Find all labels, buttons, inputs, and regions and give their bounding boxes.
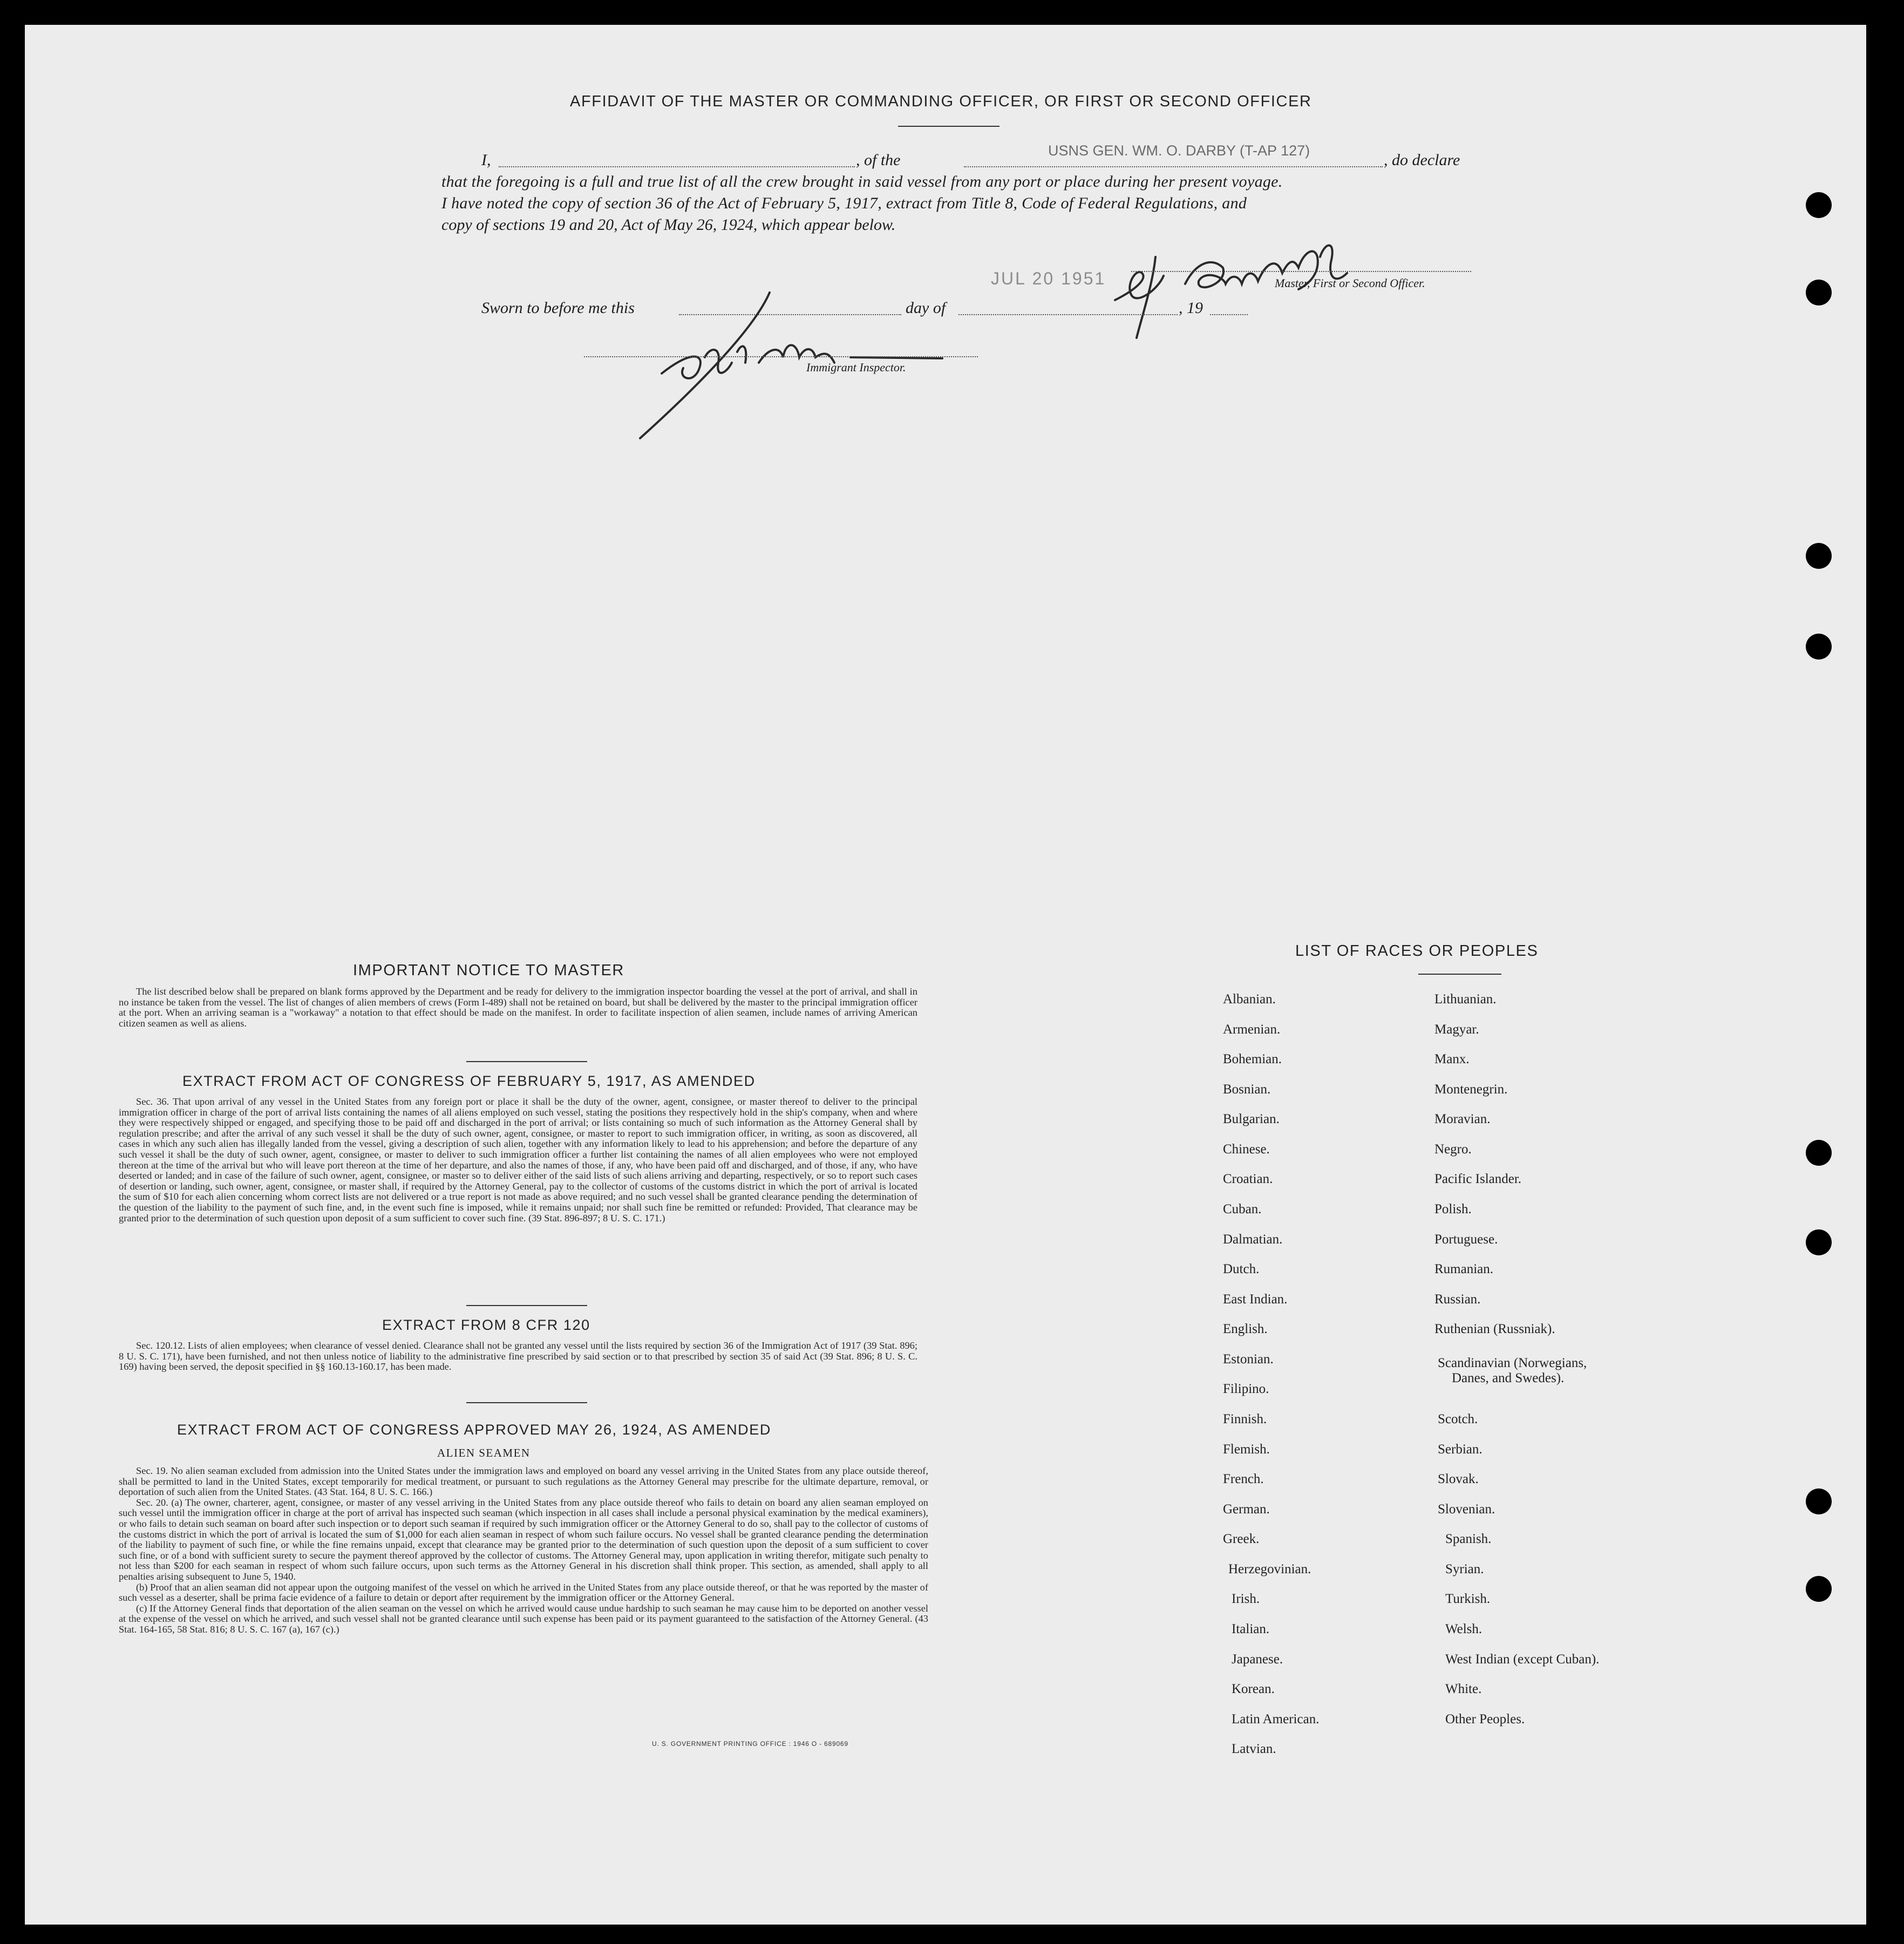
race-item: Irish.: [1232, 1592, 1260, 1606]
race-item: Polish.: [1434, 1202, 1472, 1216]
race-item: Welsh.: [1445, 1622, 1483, 1636]
race-item: Montenegrin.: [1434, 1082, 1508, 1097]
date-stamp: JUL 20 1951: [991, 269, 1106, 288]
extract-cfr-title: EXTRACT FROM 8 CFR 120: [382, 1317, 590, 1333]
race-item: Pacific Islander.: [1434, 1172, 1522, 1186]
race-item: Rumanian.: [1434, 1262, 1494, 1276]
affidavit-line-3: I have noted the copy of section 36 of the Act of February 5, 1917, extract from Title 8, Code of Federal Regulations, and: [441, 194, 1247, 212]
race-item: White.: [1445, 1682, 1482, 1696]
notice-title: IMPORTANT NOTICE TO MASTER: [353, 962, 624, 979]
race-item: Spanish.: [1445, 1532, 1492, 1546]
race-item: Ruthenian (Russniak).: [1434, 1322, 1555, 1336]
form-page: [25, 25, 1866, 1925]
race-item: Negro.: [1434, 1142, 1472, 1157]
race-item: Russian.: [1434, 1292, 1481, 1307]
race-item: Croatian.: [1223, 1172, 1273, 1186]
master-caption: Master, First or Second Officer.: [1275, 276, 1425, 290]
affidavit-i: I,: [481, 151, 491, 169]
race-item: Bosnian.: [1223, 1082, 1271, 1097]
title-rule: [898, 126, 999, 127]
races-title: LIST OF RACES OR PEOPLES: [1295, 942, 1539, 960]
extract-1924-title: EXTRACT FROM ACT OF CONGRESS APPROVED MAY 26, 1924, AS AMENDED: [177, 1422, 771, 1438]
punch-hole: [1806, 192, 1832, 218]
punch-hole: [1806, 280, 1832, 305]
race-item: Chinese.: [1223, 1142, 1270, 1157]
affidavit-do-declare: , do declare: [1384, 151, 1460, 169]
race-item: Slovak.: [1438, 1472, 1479, 1486]
punch-hole: [1806, 1229, 1832, 1255]
race-item: Bohemian.: [1223, 1052, 1282, 1066]
vessel-blank: [964, 166, 1383, 167]
race-item: Dalmatian.: [1223, 1232, 1283, 1247]
sec-19-paragraph: Sec. 19. No alien seaman excluded from admission into the United States under the immigration laws and employed on board any vessel arriving in the United States from any place outside thereof, shall be permitted to land in the United States, except temporarily for medical treatment, or pursuant to such regulations as the Attorney General may prescribe for the ultimate departure, removal, or deportation of such alien from the United States. (43 Stat. 164, 8 U. S. C. 166.): [119, 1465, 928, 1498]
race-item: East Indian.: [1223, 1292, 1288, 1307]
race-item: Magyar.: [1434, 1022, 1479, 1037]
race-item: Serbian.: [1438, 1442, 1483, 1457]
race-item: Finnish.: [1223, 1412, 1267, 1426]
punch-hole: [1806, 543, 1832, 569]
race-item: Japanese.: [1232, 1652, 1283, 1667]
race-item: Moravian.: [1434, 1112, 1491, 1126]
punch-hole: [1806, 1576, 1832, 1602]
sworn-label: Sworn to before me this: [481, 299, 635, 317]
affidavit-line-4: copy of sections 19 and 20, Act of May 26, 1924, which appear below.: [441, 216, 896, 234]
race-item: Cuban.: [1223, 1202, 1262, 1216]
affidavit-title: AFFIDAVIT OF THE MASTER OR COMMANDING OFFICER, OR FIRST OR SECOND OFFICER: [570, 93, 1312, 110]
race-item: French.: [1223, 1472, 1264, 1486]
inspector-caption: Immigrant Inspector.: [806, 361, 906, 374]
punch-hole: [1806, 634, 1832, 660]
race-item: Bulgarian.: [1223, 1112, 1280, 1126]
extract-1917-title: EXTRACT FROM ACT OF CONGRESS OF FEBRUARY 5, 1917, AS AMENDED: [182, 1073, 756, 1089]
race-item: Scandinavian (Norwegians,: [1438, 1356, 1587, 1370]
race-item: Turkish.: [1445, 1592, 1491, 1606]
punch-hole: [1806, 1140, 1832, 1166]
race-item: Other Peoples.: [1445, 1712, 1525, 1727]
notice-body: [119, 987, 917, 1029]
printing-office-imprint: U. S. GOVERNMENT PRINTING OFFICE : 1946 O - 689069: [652, 1740, 848, 1748]
section-36-paragraph: Sec. 36. That upon arrival of any vessel in the United States from any foreign port or place it shall be the duty of the owner, agent, consignee, or master thereof to deliver to the principal immigration officer in charge of the port of arrival lists containing the names of all aliens employed on such vessel, stating the positions they respectively hold in the ship's company, when and where they were respectively shipped or engaged, and specifying those to be paid off and discharged in the port of arrival; or lists containing so much of such information as the Attorney General shall by regulation prescribe; and after the arrival of any such vessel it shall be the duty of such owner, agent, consignee, or master to report to such immigration officer, in writing, as soon as discovered, all cases in which any such alien has illegally landed from the vessel, giving a description of such alien, together with any information likely to lead to his apprehension; and before the departure of any such vessel it shall be the duty of such owner, agent, consignee, or master to deliver to such immigration officer a further list containing the names of all alien employees who were not employed thereon at the time of the arrival but who will leave port thereon at the time of her departure, and also the names of those, if any, who have been paid off and discharged, and of those, if any, who have deserted or landed; and in case of the failure of such owner, agent, consignee, or master so to deliver either of the said lists of such aliens arriving and departing, respectively, or so to report such cases of desertion or landing, such owner, agent, consignee, or master shall, if required by the Attorney General, pay to the collector of customs of the customs district in which the port of arrival is located the sum of $10 for each alien concerning whom correct lists are not delivered or a true report is not made as above required; and no such vessel shall be granted clearance pending the determination of the question of the liability to the payment of such fine, and, in the event such fine is imposed, while it remains unpaid; nor shall such fine be remitted or refunded: Provided, That clearance may be granted prior to the determination of such question upon deposit of a sum sufficient to cover such fine. (39 Stat. 896-897; 8 U. S. C. 171.): [119, 1096, 917, 1224]
race-item: Armenian.: [1223, 1022, 1281, 1037]
sec-20c-paragraph: (c) If the Attorney General finds that deportation of the alien seaman on the vessel on which he arrived would cause undue hardship to such seaman he may cause him to be deported on another vessel at the expense of the vessel on which he arrived, and such vessel shall not be granted clearance until such expense has been paid or its payment guaranteed to the satisfaction of the Attorney General. (43 Stat. 164-165, 58 Stat. 816; 8 U. S. C. 167 (a), 167 (c).): [119, 1602, 928, 1635]
race-item: English.: [1223, 1322, 1268, 1336]
race-item: Greek.: [1223, 1532, 1260, 1546]
name-blank: [499, 166, 855, 167]
notice-paragraph: The list described below shall be prepared on blank forms approved by the Department and be ready for delivery to the immigration inspector boarding the vessel at the port of arrival, and shall in no instance be taken from the vessel. The list of changes of alien members of crews (Form I-489) shall not be retained on board, but shall be delivered by the master to the principal immigration officer at the port. When an arriving seaman is a "workaway" a notation to that effect should be made on the manifest. In order to facilitate inspection of alien seamen, include names of arriving American citizen seamen as well as aliens.: [119, 986, 917, 1029]
sec-120-paragraph: Sec. 120.12. Lists of alien employees; when clearance of vessel denied. Clearance shall not be granted any vessel until the lists required by section 36 of the Immigration Act of 1917 (39 Stat. 896; 8 U. S. C. 171), have been furnished, and not then unless notice of liability to the administrative fine prescribed by said section or to that prescribed by section 35 of said Act (39 Stat. 896; 8 U. S. C. 169) having been served, the deposit specified in §§ 160.13-160.17, has been made.: [119, 1340, 917, 1372]
race-item: Manx.: [1434, 1052, 1470, 1066]
race-item: Danes, and Swedes).: [1452, 1371, 1565, 1385]
race-item: Estonian.: [1223, 1352, 1274, 1367]
races-title-rule: [1418, 974, 1501, 975]
race-item: Lithuanian.: [1434, 992, 1497, 1007]
affidavit-of-the: , of the: [856, 151, 901, 169]
inspector-signature: [597, 287, 975, 444]
section-rule: [466, 1061, 587, 1062]
day-of-label: day of: [906, 299, 946, 317]
race-item: Herzegovinian.: [1228, 1562, 1311, 1576]
race-item: Korean.: [1232, 1682, 1275, 1696]
vessel-name: USNS GEN. WM. O. DARBY (T-AP 127): [1048, 142, 1310, 159]
race-item: Filipino.: [1223, 1382, 1269, 1396]
year-blank: [1210, 314, 1248, 315]
punch-hole: [1806, 1488, 1832, 1514]
race-item: Italian.: [1232, 1622, 1270, 1636]
race-item: Albanian.: [1223, 992, 1276, 1007]
sec-20b-paragraph: (b) Proof that an alien seaman did not appear upon the outgoing manifest of the vessel on which he arrived in the United States from any place outside thereof, or that he was reported by the master of such vessel as a deserter, shall be prima facie evidence of a failure to detain or deport after requirement by the immigration officer or the Attorney General.: [119, 1581, 928, 1603]
section-rule: [466, 1305, 587, 1306]
race-item: Slovenian.: [1438, 1502, 1495, 1517]
race-item: Portuguese.: [1434, 1232, 1498, 1247]
race-item: Scotch.: [1438, 1412, 1478, 1426]
race-item: Latvian.: [1232, 1742, 1276, 1756]
alien-seamen-subtitle: ALIEN SEAMEN: [437, 1446, 531, 1459]
race-item: Dutch.: [1223, 1262, 1260, 1276]
race-item: Latin American.: [1232, 1712, 1320, 1727]
extract-1924-body: [119, 1466, 928, 1635]
section-rule: [466, 1402, 587, 1403]
race-item: Syrian.: [1445, 1562, 1484, 1576]
affidavit-line-2: that the foregoing is a full and true list of all the crew brought in said vessel from any port or place during her present voyage.: [441, 173, 1283, 191]
sec-20a-paragraph: Sec. 20. (a) The owner, charterer, agent, consignee, or master of any vessel arriving in the United States from any place outside thereof who fails to detain on board any alien seaman employed on such vessel until the immigration officer in charge at the port of arrival has inspected such seaman (which inspection in all cases shall include a personal physical examination by the medical examiners), or who fails to detain such seaman on board after such inspection or to deport such seaman if required by such immigration officer or the Attorney General to do so, shall pay to the collector of customs of the customs district in which the port of arrival is located the sum of $1,000 for each alien seaman in respect of whom such failure occurs. No vessel shall be granted clearance pending the determination of the liability to payment of such fine, or while the fine remains unpaid, except that clearance may be granted prior to the determination of such question upon the deposit of a sum sufficient to cover such fine, or of a bond with sufficient surety to secure the payment thereof approved by the collector of customs. The Attorney General may, upon application in writing therefor, mitigate such penalty to not less than $200 for each seaman in respect of whom such failure occurs, upon such terms as the Attorney General in his discretion shall think proper. This section, as amended, shall apply to all penalties arising subsequent to June 5, 1940.: [119, 1497, 928, 1582]
inspector-signature-line: [584, 356, 978, 357]
extract-1917-body: [119, 1097, 917, 1224]
race-item: Flemish.: [1223, 1442, 1270, 1457]
race-item: German.: [1223, 1502, 1270, 1517]
year-label: , 19: [1179, 299, 1203, 317]
extract-cfr-body: [119, 1341, 917, 1372]
race-item: West Indian (except Cuban).: [1445, 1652, 1600, 1667]
master-signature-line: [1131, 271, 1471, 272]
month-blank: [958, 314, 1178, 315]
